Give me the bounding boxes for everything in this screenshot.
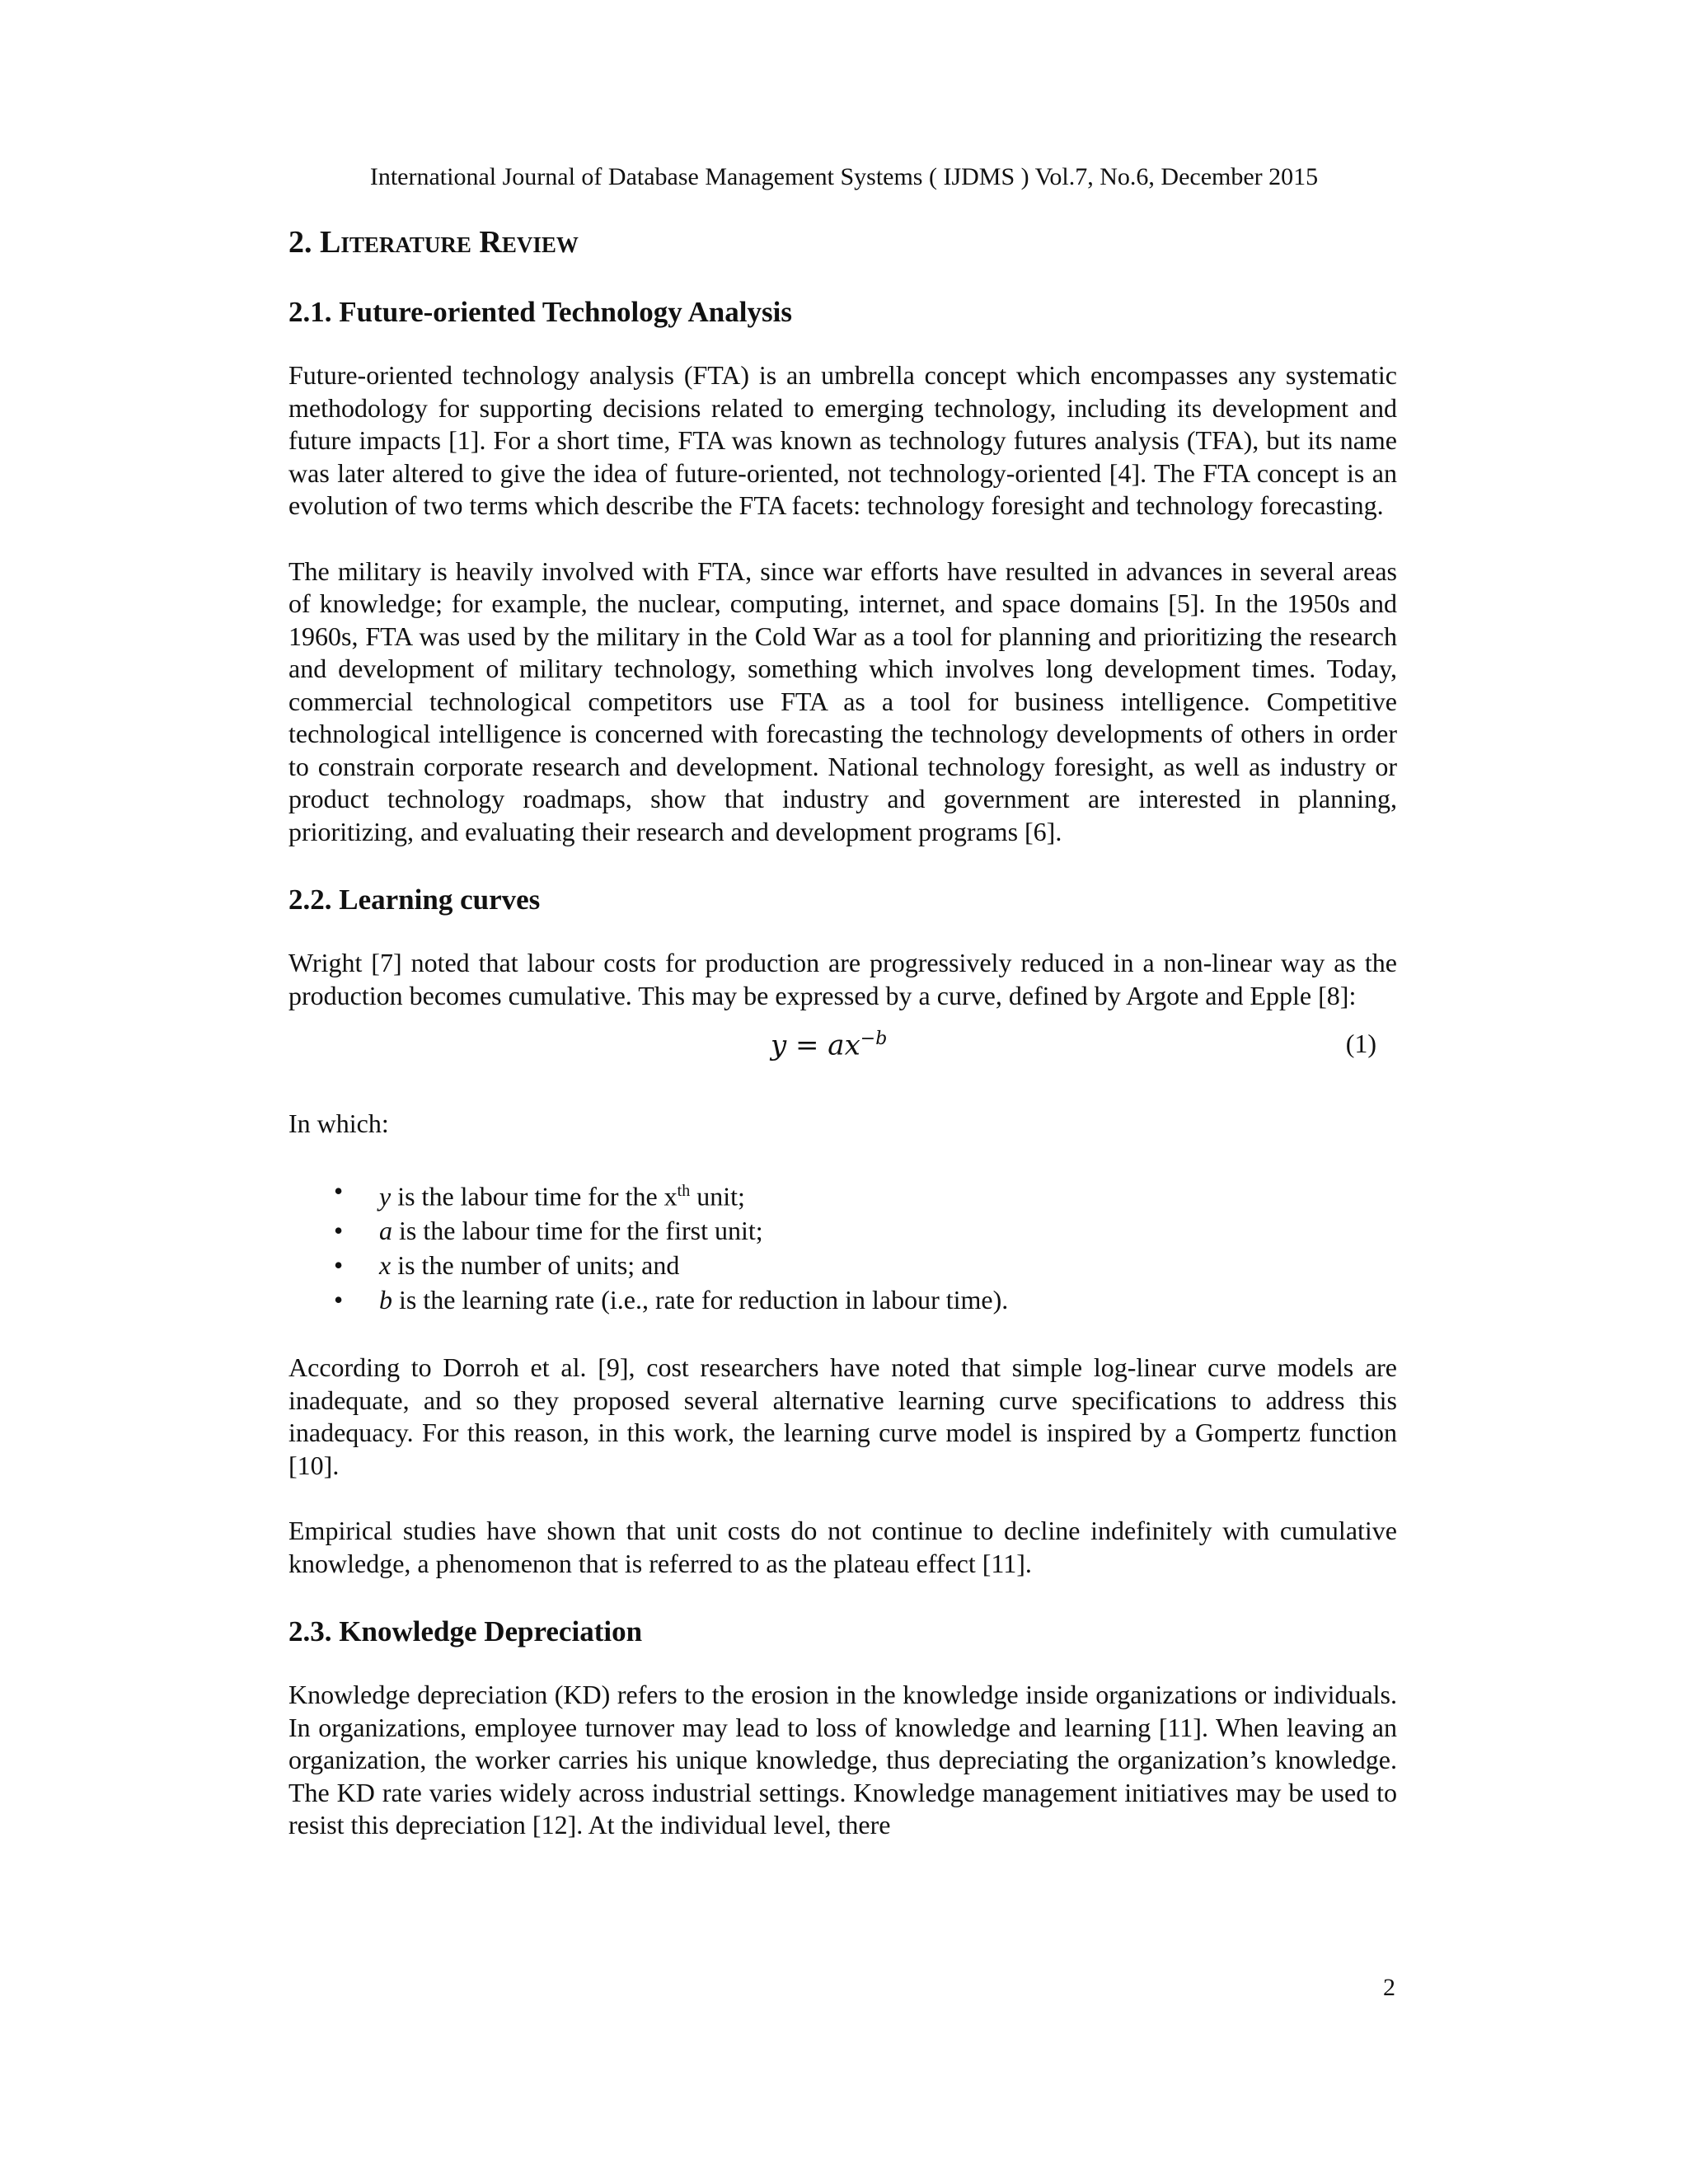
variable-list bbox=[288, 1174, 1397, 1318]
subsection-heading-knowledge-depreciation: 2.3. Knowledge Depreciation bbox=[288, 1615, 643, 1648]
variable-name: x bbox=[379, 1250, 392, 1281]
paragraph-knowledge-depreciation: Knowledge depreciation (KD) refers to the erosion in the knowledge inside organizations or individuals. In organizations, employee turnover may lead to loss of knowledge and learning [11]. When leaving an organization, the worker carries his unique knowledge, thus depreciating the organization’s knowledge. The KD rate varies widely across industrial settings. Knowledge management initiatives may be used to resist this depreciation [12]. At the individual level, there bbox=[288, 1680, 1397, 1840]
variable-name: y bbox=[379, 1181, 392, 1212]
paragraph-plateau-effect: Empirical studies have shown that unit costs do not continue to decline indefinitely with cumulative knowledge, a phenomenon that is referred to as the plateau effect [11]. bbox=[288, 1516, 1397, 1578]
paragraph-fta-definition: Future-oriented technology analysis (FTA) is an umbrella concept which encompasses any systematic methodology for supporting decisions related to emerging technology, including its development and future impacts [1]. For a short time, FTA was known as technology futures analysis (TFA), but its name was later altered to give the idea of future-oriented, not technology-oriented [4]. The FTA concept is an evolution of two terms which describe the FTA facets: technology foresight and technology forecasting. bbox=[288, 360, 1397, 520]
section-number: 2. bbox=[288, 225, 312, 260]
equation-number: (1) bbox=[1345, 1029, 1376, 1058]
paragraph-learning-intro: Wright [7] noted that labour costs for production are progressively reduced in a non-linear way as the production becomes cumulative. This may be expressed by a curve, defined by Argote and Epple [8]: bbox=[288, 948, 1397, 1010]
section-heading bbox=[288, 223, 1397, 262]
variable-description-tail: unit; bbox=[690, 1181, 745, 1212]
variable-name: b bbox=[379, 1285, 392, 1315]
paragraph-in-which: In which: bbox=[288, 1108, 389, 1138]
list-item bbox=[288, 1174, 1397, 1214]
bullet-icon: • bbox=[334, 1250, 344, 1281]
paragraph-dorroh: According to Dorroh et al. [9], cost researchers have noted that simple log-linear curve models are inadequate, and so they proposed several alternative learning curve specifications to address this inadequacy. For this reason, in this work, the learning curve model is inspired by a Gompertz function [10]. bbox=[288, 1352, 1397, 1480]
variable-superscript: th bbox=[677, 1181, 691, 1200]
list-item bbox=[288, 1248, 1397, 1282]
bullet-icon: • bbox=[334, 1285, 344, 1315]
list-item bbox=[288, 1213, 1397, 1248]
variable-name: a bbox=[379, 1216, 392, 1246]
section-title: Literature Review bbox=[320, 225, 579, 260]
variable-description: is the labour time for the x bbox=[391, 1181, 678, 1212]
variable-description: is the labour time for the first unit; bbox=[392, 1216, 763, 1246]
list-item bbox=[288, 1282, 1397, 1317]
equation-exponent: −b bbox=[860, 1029, 888, 1049]
variable-description: is the learning rate (i.e., rate for reduction in labour time). bbox=[392, 1285, 1009, 1315]
subsection-heading-fta: 2.1. Future-oriented Technology Analysis bbox=[288, 296, 792, 328]
bullet-icon: • bbox=[334, 1216, 344, 1246]
equation-formula bbox=[771, 1029, 887, 1062]
bullet-icon: • bbox=[334, 1175, 344, 1206]
paragraph-fta-military: The military is heavily involved with FTA, since war efforts have resulted in advances in several areas of knowledge; for example, the nuclear, computing, internet, and space domains [5]. In the 1950s and 1960s, FTA was used by the military in the Cold War as a tool for planning and prioritizing the research and development of military technology, something which involves long development times. Today, commercial technological competitors use FTA as a tool for business intelligence. Competitive technological intelligence is concerned with forecasting the technology developments of others in order to constrain corporate research and development. National technology foresight, as well as industry or product technology roadmaps, show that industry and government are interested in planning, prioritizing, and evaluating their research and development programs [6]. bbox=[288, 555, 1397, 846]
page-number: 2 bbox=[1383, 1974, 1395, 2001]
equation-block bbox=[288, 1025, 1397, 1075]
equation-lhs: y = ax bbox=[771, 1029, 860, 1062]
journal-header: International Journal of Database Management Systems ( IJDMS ) Vol.7, No.6, December 2015 bbox=[369, 163, 1319, 190]
subsection-heading-learning-curves: 2.2. Learning curves bbox=[288, 883, 541, 916]
variable-description: is the number of units; and bbox=[391, 1250, 680, 1281]
page-content bbox=[288, 223, 1397, 1875]
